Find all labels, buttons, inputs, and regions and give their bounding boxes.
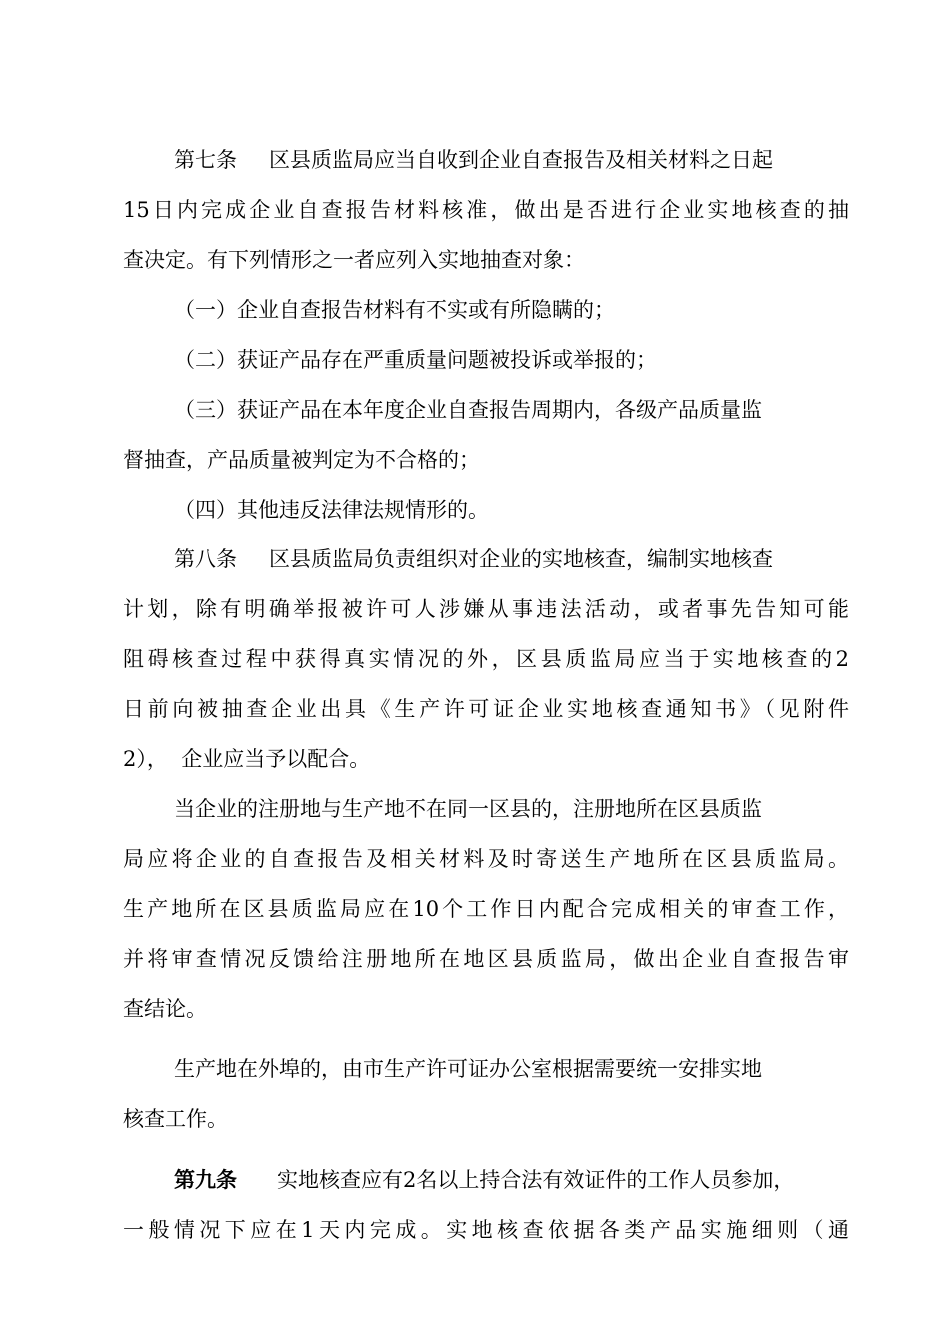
article7-item3-line2: 督抽查，产品质量被判定为不合格的； [123,448,480,472]
article8-para2-line1: 当企业的注册地与生产地不在同一区县的，注册地所在区县质监 [174,797,762,821]
article8-para2-line2: 局应将企业的自查报告及相关材料及时寄送生产地所在区县质监局。 [123,847,849,871]
article7-text: 区县质监局应当自收到企业自查报告及相关材料之日起 [269,148,773,172]
article8-line2: 计划，除有明确举报被许可人涉嫌从事违法活动，或者事先告知可能 [123,597,849,621]
article7-line3: 查决定。有下列情形之一者应列入实地抽查对象： [123,248,585,272]
article7-line2: 15日内完成企业自查报告材料核准，做出是否进行企业实地核查的抽 [123,198,849,222]
article9-heading: 第九条 [174,1167,237,1192]
article8-line1 [174,546,950,572]
article8-para3-line2: 核查工作。 [123,1107,228,1131]
article8-para3-line1: 生产地在外埠的，由市生产许可证办公室根据需要统一安排实地 [174,1057,762,1081]
article7-item3-line1: （三）获证产品在本年度企业自查报告周期内，各级产品质量监 [174,398,762,422]
article7-heading: 第七条 [174,148,237,172]
article7-item2: （二）获证产品存在严重质量问题被投诉或举报的； [174,348,657,372]
article7-item1: （一）企业自查报告材料有不实或有所隐瞒的； [174,298,615,322]
article8-line4: 日前向被抽查企业出具《生产许可证企业实地核查通知书》（见附件 [123,697,849,721]
article9-line1 [174,1167,950,1193]
article8-para2-line4: 并将审查情况反馈给注册地所在地区县质监局，做出企业自查报告审 [123,947,849,971]
article8-text: 区县质监局负责组织对企业的实地核查，编制实地核查 [269,547,773,571]
article8-para2-line3: 生产地所在区县质监局应在10个工作日内配合完成相关的审查工作， [123,897,849,921]
article8-line5: 2）， 企业应当予以配合。 [123,747,371,771]
article7-line1 [174,147,950,173]
article8-heading: 第八条 [174,547,237,571]
article8-para2-line5: 查结论。 [123,997,207,1021]
article8-line3: 阻碍核查过程中获得真实情况的外，区县质监局应当于实地核查的2 [123,647,849,671]
article9-text: 实地核查应有2名以上持合法有效证件的工作人员参加， [277,1168,795,1192]
article7-item4: （四）其他违反法律法规情形的。 [174,498,489,522]
article9-line2: 一般情况下应在1天内完成。实地核查依据各类产品实施细则（通 [123,1218,849,1242]
